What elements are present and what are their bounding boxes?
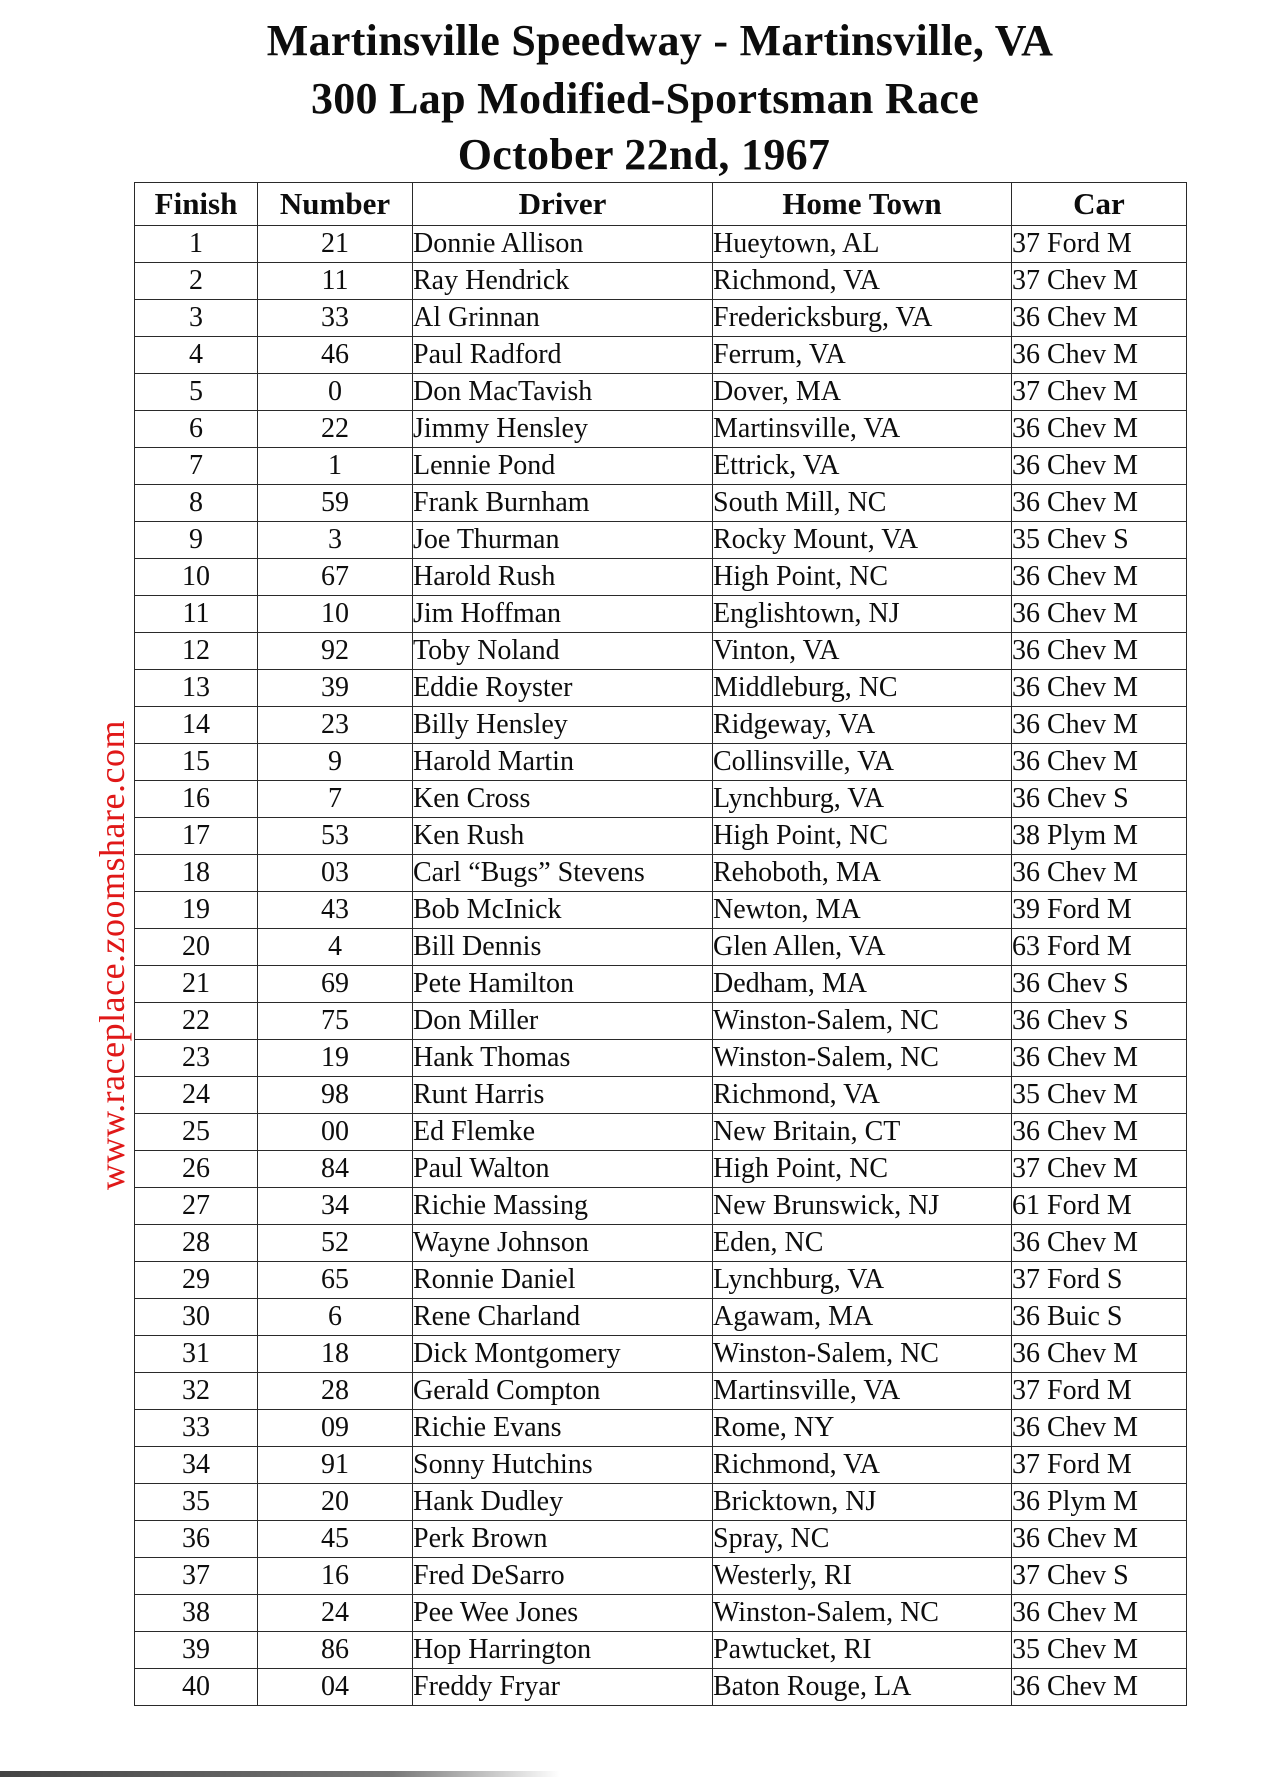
cell-finish: 35 bbox=[135, 1484, 258, 1521]
table-row bbox=[135, 1336, 1187, 1373]
cell-home-town: Collinsville, VA bbox=[713, 744, 1012, 781]
cell-number: 91 bbox=[258, 1447, 413, 1484]
column-header-car: Car bbox=[1012, 183, 1187, 226]
cell-number: 34 bbox=[258, 1188, 413, 1225]
cell-driver: Fred DeSarro bbox=[413, 1558, 713, 1595]
cell-number: 28 bbox=[258, 1373, 413, 1410]
results-table bbox=[134, 182, 1187, 1706]
cell-number: 59 bbox=[258, 485, 413, 522]
cell-home-town: Lynchburg, VA bbox=[713, 1262, 1012, 1299]
cell-car: 36 Chev M bbox=[1012, 596, 1187, 633]
cell-driver: Billy Hensley bbox=[413, 707, 713, 744]
cell-finish: 30 bbox=[135, 1299, 258, 1336]
cell-finish: 28 bbox=[135, 1225, 258, 1262]
cell-driver: Toby Noland bbox=[413, 633, 713, 670]
results-body bbox=[135, 226, 1187, 1706]
cell-car: 36 Chev M bbox=[1012, 1225, 1187, 1262]
cell-driver: Dick Montgomery bbox=[413, 1336, 713, 1373]
cell-finish: 1 bbox=[135, 226, 258, 263]
cell-home-town: High Point, NC bbox=[713, 559, 1012, 596]
cell-home-town: Lynchburg, VA bbox=[713, 781, 1012, 818]
cell-home-town: Fredericksburg, VA bbox=[713, 300, 1012, 337]
cell-car: 39 Ford M bbox=[1012, 892, 1187, 929]
cell-driver: Carl “Bugs” Stevens bbox=[413, 855, 713, 892]
cell-number: 69 bbox=[258, 966, 413, 1003]
cell-car: 36 Chev M bbox=[1012, 485, 1187, 522]
cell-finish: 33 bbox=[135, 1410, 258, 1447]
cell-car: 37 Ford M bbox=[1012, 1447, 1187, 1484]
cell-car: 37 Ford M bbox=[1012, 226, 1187, 263]
cell-finish: 12 bbox=[135, 633, 258, 670]
cell-home-town: Richmond, VA bbox=[713, 1077, 1012, 1114]
table-row bbox=[135, 337, 1187, 374]
cell-finish: 31 bbox=[135, 1336, 258, 1373]
table-row bbox=[135, 263, 1187, 300]
cell-number: 11 bbox=[258, 263, 413, 300]
cell-number: 39 bbox=[258, 670, 413, 707]
cell-car: 36 Chev M bbox=[1012, 633, 1187, 670]
table-row bbox=[135, 1484, 1187, 1521]
cell-number: 7 bbox=[258, 781, 413, 818]
cell-finish: 16 bbox=[135, 781, 258, 818]
cell-driver: Pete Hamilton bbox=[413, 966, 713, 1003]
column-header-home-town: Home Town bbox=[713, 183, 1012, 226]
cell-driver: Ken Rush bbox=[413, 818, 713, 855]
cell-driver: Frank Burnham bbox=[413, 485, 713, 522]
cell-number: 03 bbox=[258, 855, 413, 892]
cell-finish: 40 bbox=[135, 1669, 258, 1706]
cell-finish: 3 bbox=[135, 300, 258, 337]
cell-car: 36 Chev M bbox=[1012, 707, 1187, 744]
cell-driver: Don MacTavish bbox=[413, 374, 713, 411]
cell-car: 36 Chev M bbox=[1012, 1521, 1187, 1558]
table-row bbox=[135, 1595, 1187, 1632]
table-row bbox=[135, 855, 1187, 892]
cell-finish: 20 bbox=[135, 929, 258, 966]
table-row bbox=[135, 1114, 1187, 1151]
cell-driver: Don Miller bbox=[413, 1003, 713, 1040]
cell-driver: Pee Wee Jones bbox=[413, 1595, 713, 1632]
table-row bbox=[135, 300, 1187, 337]
cell-driver: Donnie Allison bbox=[413, 226, 713, 263]
cell-number: 04 bbox=[258, 1669, 413, 1706]
cell-number: 4 bbox=[258, 929, 413, 966]
cell-home-town: Eden, NC bbox=[713, 1225, 1012, 1262]
table-row bbox=[135, 1521, 1187, 1558]
cell-driver: Gerald Compton bbox=[413, 1373, 713, 1410]
cell-number: 20 bbox=[258, 1484, 413, 1521]
cell-number: 18 bbox=[258, 1336, 413, 1373]
table-row bbox=[135, 1003, 1187, 1040]
cell-number: 23 bbox=[258, 707, 413, 744]
table-row bbox=[135, 781, 1187, 818]
cell-number: 19 bbox=[258, 1040, 413, 1077]
table-row bbox=[135, 707, 1187, 744]
cell-home-town: Ridgeway, VA bbox=[713, 707, 1012, 744]
cell-home-town: Martinsville, VA bbox=[713, 1373, 1012, 1410]
cell-home-town: Middleburg, NC bbox=[713, 670, 1012, 707]
cell-home-town: South Mill, NC bbox=[713, 485, 1012, 522]
table-row bbox=[135, 1262, 1187, 1299]
cell-car: 37 Ford S bbox=[1012, 1262, 1187, 1299]
cell-car: 36 Chev M bbox=[1012, 559, 1187, 596]
cell-finish: 19 bbox=[135, 892, 258, 929]
cell-number: 24 bbox=[258, 1595, 413, 1632]
cell-driver: Jim Hoffman bbox=[413, 596, 713, 633]
cell-car: 36 Chev M bbox=[1012, 300, 1187, 337]
cell-home-town: Richmond, VA bbox=[713, 263, 1012, 300]
cell-driver: Harold Martin bbox=[413, 744, 713, 781]
cell-driver: Perk Brown bbox=[413, 1521, 713, 1558]
cell-home-town: Westerly, RI bbox=[713, 1558, 1012, 1595]
cell-finish: 2 bbox=[135, 263, 258, 300]
cell-driver: Richie Massing bbox=[413, 1188, 713, 1225]
cell-finish: 34 bbox=[135, 1447, 258, 1484]
cell-home-town: New Brunswick, NJ bbox=[713, 1188, 1012, 1225]
cell-finish: 38 bbox=[135, 1595, 258, 1632]
cell-car: 36 Chev M bbox=[1012, 337, 1187, 374]
table-row bbox=[135, 929, 1187, 966]
cell-finish: 4 bbox=[135, 337, 258, 374]
cell-driver: Paul Walton bbox=[413, 1151, 713, 1188]
cell-number: 33 bbox=[258, 300, 413, 337]
table-row bbox=[135, 966, 1187, 1003]
cell-car: 37 Chev S bbox=[1012, 1558, 1187, 1595]
cell-driver: Runt Harris bbox=[413, 1077, 713, 1114]
cell-driver: Hank Dudley bbox=[413, 1484, 713, 1521]
cell-car: 36 Chev M bbox=[1012, 1114, 1187, 1151]
cell-finish: 5 bbox=[135, 374, 258, 411]
table-row bbox=[135, 559, 1187, 596]
cell-number: 16 bbox=[258, 1558, 413, 1595]
column-header-driver: Driver bbox=[413, 183, 713, 226]
cell-driver: Jimmy Hensley bbox=[413, 411, 713, 448]
table-row bbox=[135, 1225, 1187, 1262]
cell-car: 35 Chev M bbox=[1012, 1077, 1187, 1114]
table-row bbox=[135, 522, 1187, 559]
cell-number: 53 bbox=[258, 818, 413, 855]
cell-home-town: High Point, NC bbox=[713, 818, 1012, 855]
cell-home-town: Dover, MA bbox=[713, 374, 1012, 411]
cell-number: 21 bbox=[258, 226, 413, 263]
cell-car: 36 Chev M bbox=[1012, 1336, 1187, 1373]
cell-home-town: Newton, MA bbox=[713, 892, 1012, 929]
cell-home-town: Baton Rouge, LA bbox=[713, 1669, 1012, 1706]
title-race-date: October 22nd, 1967 bbox=[457, 130, 831, 179]
table-row bbox=[135, 448, 1187, 485]
cell-car: 36 Chev M bbox=[1012, 1669, 1187, 1706]
table-row bbox=[135, 1373, 1187, 1410]
cell-finish: 13 bbox=[135, 670, 258, 707]
cell-number: 67 bbox=[258, 559, 413, 596]
cell-number: 43 bbox=[258, 892, 413, 929]
cell-car: 36 Plym M bbox=[1012, 1484, 1187, 1521]
table-row bbox=[135, 1040, 1187, 1077]
cell-car: 36 Chev S bbox=[1012, 966, 1187, 1003]
cell-home-town: Winston-Salem, NC bbox=[713, 1040, 1012, 1077]
cell-home-town: Hueytown, AL bbox=[713, 226, 1012, 263]
table-row bbox=[135, 670, 1187, 707]
table-row bbox=[135, 1410, 1187, 1447]
cell-number: 09 bbox=[258, 1410, 413, 1447]
cell-car: 36 Chev S bbox=[1012, 781, 1187, 818]
cell-driver: Bill Dennis bbox=[413, 929, 713, 966]
cell-number: 1 bbox=[258, 448, 413, 485]
table-row bbox=[135, 1151, 1187, 1188]
cell-home-town: Rehoboth, MA bbox=[713, 855, 1012, 892]
cell-car: 36 Buic S bbox=[1012, 1299, 1187, 1336]
cell-number: 3 bbox=[258, 522, 413, 559]
title-venue: Martinsville Speedway - Martinsville, VA bbox=[266, 16, 1054, 65]
cell-home-town: Winston-Salem, NC bbox=[713, 1595, 1012, 1632]
cell-finish: 21 bbox=[135, 966, 258, 1003]
cell-home-town: Spray, NC bbox=[713, 1521, 1012, 1558]
table-row bbox=[135, 596, 1187, 633]
table-row bbox=[135, 818, 1187, 855]
cell-car: 36 Chev M bbox=[1012, 744, 1187, 781]
cell-home-town: Richmond, VA bbox=[713, 1447, 1012, 1484]
table-row bbox=[135, 226, 1187, 263]
cell-car: 35 Chev S bbox=[1012, 522, 1187, 559]
cell-finish: 8 bbox=[135, 485, 258, 522]
cell-driver: Freddy Fryar bbox=[413, 1669, 713, 1706]
scan-edge-bar bbox=[0, 1771, 560, 1777]
cell-home-town: Rocky Mount, VA bbox=[713, 522, 1012, 559]
table-row bbox=[135, 1669, 1187, 1706]
cell-car: 36 Chev M bbox=[1012, 411, 1187, 448]
table-row bbox=[135, 374, 1187, 411]
cell-car: 36 Chev M bbox=[1012, 1040, 1187, 1077]
cell-home-town: Pawtucket, RI bbox=[713, 1632, 1012, 1669]
cell-finish: 25 bbox=[135, 1114, 258, 1151]
cell-number: 22 bbox=[258, 411, 413, 448]
cell-home-town: Agawam, MA bbox=[713, 1299, 1012, 1336]
cell-number: 92 bbox=[258, 633, 413, 670]
cell-driver: Ronnie Daniel bbox=[413, 1262, 713, 1299]
cell-driver: Lennie Pond bbox=[413, 448, 713, 485]
cell-finish: 37 bbox=[135, 1558, 258, 1595]
cell-home-town: Dedham, MA bbox=[713, 966, 1012, 1003]
cell-home-town: Rome, NY bbox=[713, 1410, 1012, 1447]
cell-driver: Al Grinnan bbox=[413, 300, 713, 337]
table-row bbox=[135, 1447, 1187, 1484]
cell-driver: Harold Rush bbox=[413, 559, 713, 596]
cell-driver: Hank Thomas bbox=[413, 1040, 713, 1077]
cell-home-town: Winston-Salem, NC bbox=[713, 1336, 1012, 1373]
cell-home-town: Martinsville, VA bbox=[713, 411, 1012, 448]
column-header-finish: Finish bbox=[135, 183, 258, 226]
cell-car: 36 Chev M bbox=[1012, 855, 1187, 892]
cell-driver: Hop Harrington bbox=[413, 1632, 713, 1669]
cell-number: 6 bbox=[258, 1299, 413, 1336]
table-row bbox=[135, 411, 1187, 448]
table-row bbox=[135, 892, 1187, 929]
cell-car: 37 Chev M bbox=[1012, 374, 1187, 411]
cell-home-town: Vinton, VA bbox=[713, 633, 1012, 670]
cell-home-town: Winston-Salem, NC bbox=[713, 1003, 1012, 1040]
cell-finish: 36 bbox=[135, 1521, 258, 1558]
cell-home-town: Bricktown, NJ bbox=[713, 1484, 1012, 1521]
cell-home-town: Glen Allen, VA bbox=[713, 929, 1012, 966]
cell-car: 36 Chev M bbox=[1012, 1595, 1187, 1632]
cell-finish: 15 bbox=[135, 744, 258, 781]
cell-car: 63 Ford M bbox=[1012, 929, 1187, 966]
cell-number: 52 bbox=[258, 1225, 413, 1262]
cell-finish: 32 bbox=[135, 1373, 258, 1410]
table-row bbox=[135, 744, 1187, 781]
table-row bbox=[135, 1632, 1187, 1669]
cell-number: 45 bbox=[258, 1521, 413, 1558]
cell-number: 98 bbox=[258, 1077, 413, 1114]
cell-driver: Paul Radford bbox=[413, 337, 713, 374]
cell-finish: 6 bbox=[135, 411, 258, 448]
table-row bbox=[135, 633, 1187, 670]
cell-finish: 11 bbox=[135, 596, 258, 633]
table-row bbox=[135, 1188, 1187, 1225]
cell-driver: Wayne Johnson bbox=[413, 1225, 713, 1262]
cell-car: 36 Chev S bbox=[1012, 1003, 1187, 1040]
cell-finish: 29 bbox=[135, 1262, 258, 1299]
cell-driver: Eddie Royster bbox=[413, 670, 713, 707]
cell-finish: 10 bbox=[135, 559, 258, 596]
cell-car: 36 Chev M bbox=[1012, 448, 1187, 485]
cell-home-town: Englishtown, NJ bbox=[713, 596, 1012, 633]
cell-car: 61 Ford M bbox=[1012, 1188, 1187, 1225]
header-row bbox=[135, 183, 1187, 226]
cell-car: 35 Chev M bbox=[1012, 1632, 1187, 1669]
cell-finish: 27 bbox=[135, 1188, 258, 1225]
cell-home-town: Ferrum, VA bbox=[713, 337, 1012, 374]
cell-car: 37 Ford M bbox=[1012, 1373, 1187, 1410]
cell-driver: Ken Cross bbox=[413, 781, 713, 818]
cell-finish: 22 bbox=[135, 1003, 258, 1040]
cell-finish: 14 bbox=[135, 707, 258, 744]
watermark-url: www.raceplace.zoomshare.com bbox=[92, 720, 132, 1190]
cell-driver: Richie Evans bbox=[413, 1410, 713, 1447]
cell-number: 84 bbox=[258, 1151, 413, 1188]
cell-car: 37 Chev M bbox=[1012, 1151, 1187, 1188]
cell-driver: Ed Flemke bbox=[413, 1114, 713, 1151]
cell-number: 75 bbox=[258, 1003, 413, 1040]
cell-finish: 7 bbox=[135, 448, 258, 485]
table-row bbox=[135, 1077, 1187, 1114]
cell-finish: 24 bbox=[135, 1077, 258, 1114]
cell-driver: Ray Hendrick bbox=[413, 263, 713, 300]
cell-number: 86 bbox=[258, 1632, 413, 1669]
cell-home-town: High Point, NC bbox=[713, 1151, 1012, 1188]
table-row bbox=[135, 1558, 1187, 1595]
cell-finish: 23 bbox=[135, 1040, 258, 1077]
cell-number: 10 bbox=[258, 596, 413, 633]
cell-finish: 9 bbox=[135, 522, 258, 559]
cell-driver: Bob McInick bbox=[413, 892, 713, 929]
cell-number: 9 bbox=[258, 744, 413, 781]
cell-car: 36 Chev M bbox=[1012, 670, 1187, 707]
cell-finish: 26 bbox=[135, 1151, 258, 1188]
cell-home-town: Ettrick, VA bbox=[713, 448, 1012, 485]
table-row bbox=[135, 485, 1187, 522]
title-race-name: 300 Lap Modified-Sportsman Race bbox=[310, 74, 980, 123]
cell-finish: 17 bbox=[135, 818, 258, 855]
cell-car: 36 Chev M bbox=[1012, 1410, 1187, 1447]
cell-finish: 39 bbox=[135, 1632, 258, 1669]
cell-number: 00 bbox=[258, 1114, 413, 1151]
cell-number: 65 bbox=[258, 1262, 413, 1299]
cell-number: 46 bbox=[258, 337, 413, 374]
cell-home-town: New Britain, CT bbox=[713, 1114, 1012, 1151]
cell-car: 37 Chev M bbox=[1012, 263, 1187, 300]
cell-car: 38 Plym M bbox=[1012, 818, 1187, 855]
cell-finish: 18 bbox=[135, 855, 258, 892]
cell-driver: Joe Thurman bbox=[413, 522, 713, 559]
table-row bbox=[135, 1299, 1187, 1336]
cell-number: 0 bbox=[258, 374, 413, 411]
column-header-number: Number bbox=[258, 183, 413, 226]
cell-driver: Rene Charland bbox=[413, 1299, 713, 1336]
cell-driver: Sonny Hutchins bbox=[413, 1447, 713, 1484]
